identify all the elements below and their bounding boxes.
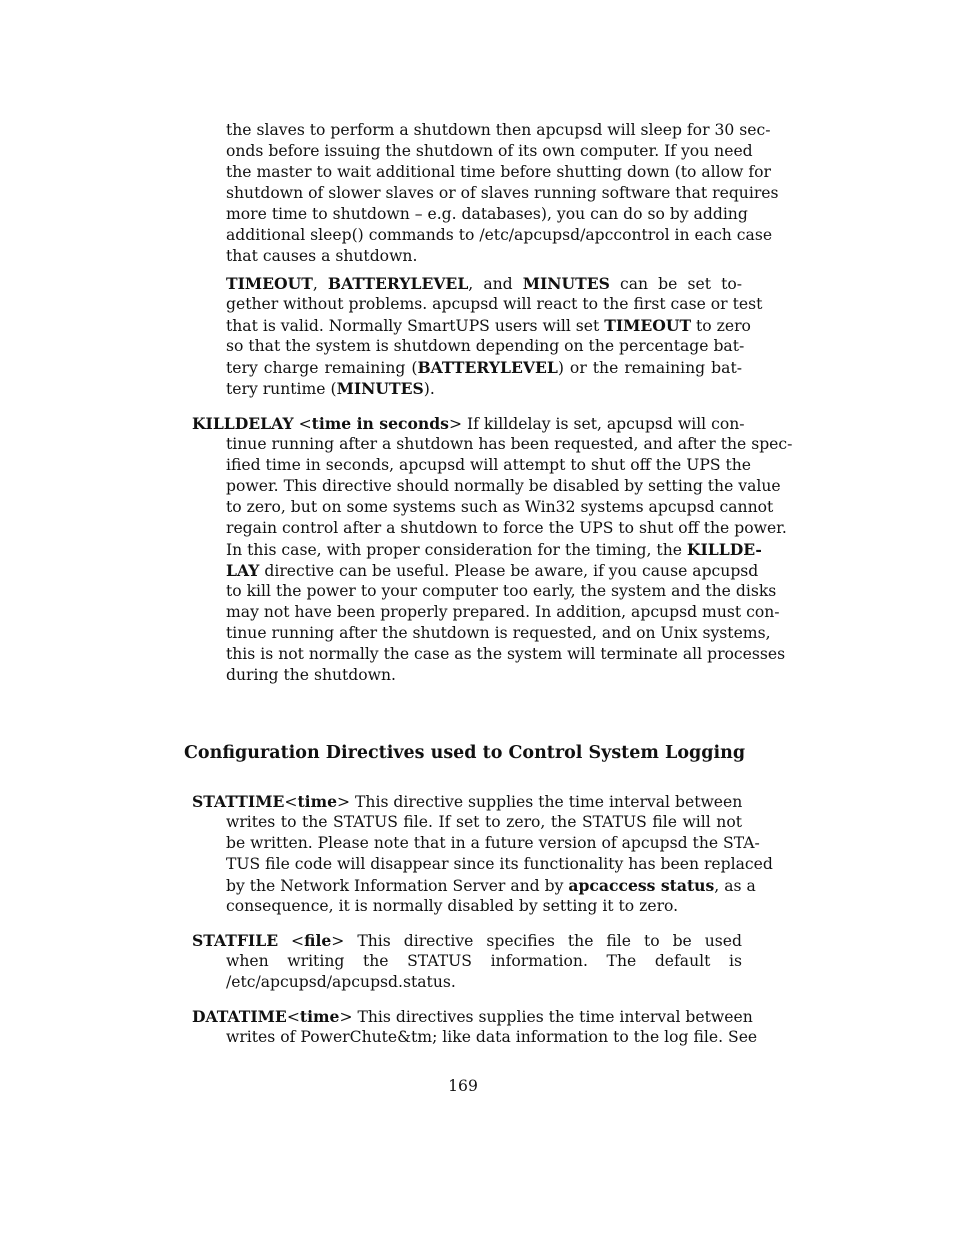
directive-term: DATATIME [192, 1007, 287, 1026]
text-line: that causes a shutdown. [226, 247, 418, 265]
term-timeout: TIMEOUT [604, 316, 692, 335]
text-span: > [448, 415, 467, 433]
term-killdelay: KILLDE- [686, 540, 762, 559]
text-line [226, 378, 435, 399]
text-line: so that the system is shutdown depending on the percentage bat- [226, 337, 745, 355]
term-batterylevel: BATTERYLEVEL [327, 274, 469, 293]
text-line: ified time in seconds, apcupsd will attempt to shut off the UPS the [226, 456, 752, 474]
text-line: may not have been properly prepared. In addition, apcupsd must con- [226, 603, 780, 621]
term-batterylevel: BATTERYLEVEL [417, 358, 558, 377]
directive-term: STATFILE [192, 931, 279, 950]
text-line: the slaves to perform a shutdown then apcupsd will sleep for 30 sec- [226, 121, 771, 139]
text-span: > [337, 793, 356, 811]
text-span: < [293, 415, 312, 433]
text-line: the master to wait additional time before shutting down (to allow for [226, 163, 771, 181]
text-span: This directive supplies the time interval between [355, 793, 743, 811]
page-number: 169 [448, 1077, 478, 1095]
text-line: to zero, but on some systems such as Win32 systems apcupsd cannot [226, 498, 774, 516]
text-span: > [331, 932, 358, 950]
text-span: to zero [691, 317, 751, 335]
term-minutes: MINUTES [336, 379, 424, 398]
text-line [226, 315, 751, 336]
text-line [192, 413, 745, 434]
text-span: < [278, 932, 305, 950]
text-span: tery charge remaining ( [226, 359, 418, 377]
directive-arg: time in seconds [311, 414, 449, 433]
term-minutes: MINUTES [522, 274, 610, 293]
text-line: when writing the STATUS information. The default is [226, 952, 742, 970]
text-line [226, 357, 742, 378]
text-line: more time to shutdown – e.g. databases), you can do so by adding [226, 205, 748, 223]
directive-arg: time [299, 1007, 340, 1026]
text-line: tinue running after the shutdown is requested, and on Unix systems, [226, 624, 771, 642]
text-line: additional sleep() commands to /etc/apcupsd/apccontrol in each case [226, 226, 773, 244]
text-span: can be set to- [609, 275, 742, 293]
directive-arg: file [304, 931, 332, 950]
text-span: This directives supplies the time interval between [357, 1008, 753, 1026]
text-line: tinue running after a shutdown has been requested, and after the spec- [226, 435, 793, 453]
text-line: gether without problems. apcupsd will react to the first case or test [226, 295, 763, 313]
text-line: /etc/apcupsd/apcupsd.status. [226, 973, 456, 991]
text-line: consequence, it is normally disabled by setting it to zero. [226, 897, 679, 915]
text-line: during the shutdown. [226, 666, 397, 684]
text-line: TUS file code will disappear since its functionality has been replaced [226, 855, 773, 873]
text-line: to kill the power to your computer too early, the system and the disks [226, 582, 777, 600]
text-span: directive can be useful. Please be aware, if you cause apcupsd [259, 562, 759, 580]
text-line: power. This directive should normally be disabled by setting the value [226, 477, 781, 495]
text-span: ) or the remaining bat- [557, 359, 742, 377]
text-span: , and [468, 275, 523, 293]
term-timeout: TIMEOUT [226, 274, 313, 293]
text-span: , as a [714, 877, 756, 895]
text-line [192, 930, 742, 951]
text-line [226, 875, 756, 896]
text-span: If killdelay is set, apcupsd will con- [466, 415, 745, 433]
text-line [192, 791, 742, 812]
text-span: < [284, 793, 298, 811]
text-line: this is not normally the case as the system will terminate all processes [226, 645, 786, 663]
text-span: by the Network Information Server and by [226, 877, 569, 895]
command-apcaccess: apcaccess status [568, 876, 715, 895]
section-heading: Configuration Directives used to Control System Logging [184, 743, 746, 763]
text-span: ). [423, 380, 435, 398]
text-line [226, 539, 762, 560]
text-line: be written. Please note that in a future version of apcupsd the STA- [226, 834, 760, 852]
text-span: > [339, 1008, 358, 1026]
text-span: This directive specifies the file to be used [357, 932, 742, 950]
text-line [192, 1006, 753, 1027]
text-span: tery runtime ( [226, 380, 337, 398]
text-span: that is valid. Normally SmartUPS users will set [226, 317, 605, 335]
text-span: < [286, 1008, 300, 1026]
text-span: In this case, with proper consideration for the timing, the [226, 541, 687, 559]
text-span: , [312, 275, 328, 293]
text-line [226, 273, 742, 294]
text-line: writes of PowerChute&tm; like data information to the log file. See [226, 1028, 758, 1046]
text-line: regain control after a shutdown to force the UPS to shut off the power. [226, 519, 787, 537]
text-line: writes to the STATUS file. If set to zero, the STATUS file will not [226, 813, 742, 831]
directive-term: KILLDELAY [192, 414, 294, 433]
term-killdelay: LAY [226, 561, 260, 580]
text-line: onds before issuing the shutdown of its own computer. If you need [226, 142, 753, 160]
text-line: shutdown of slower slaves or of slaves running software that requires [226, 184, 779, 202]
directive-arg: time [297, 792, 337, 811]
text-line [226, 560, 759, 581]
directive-term: STATTIME [192, 792, 285, 811]
